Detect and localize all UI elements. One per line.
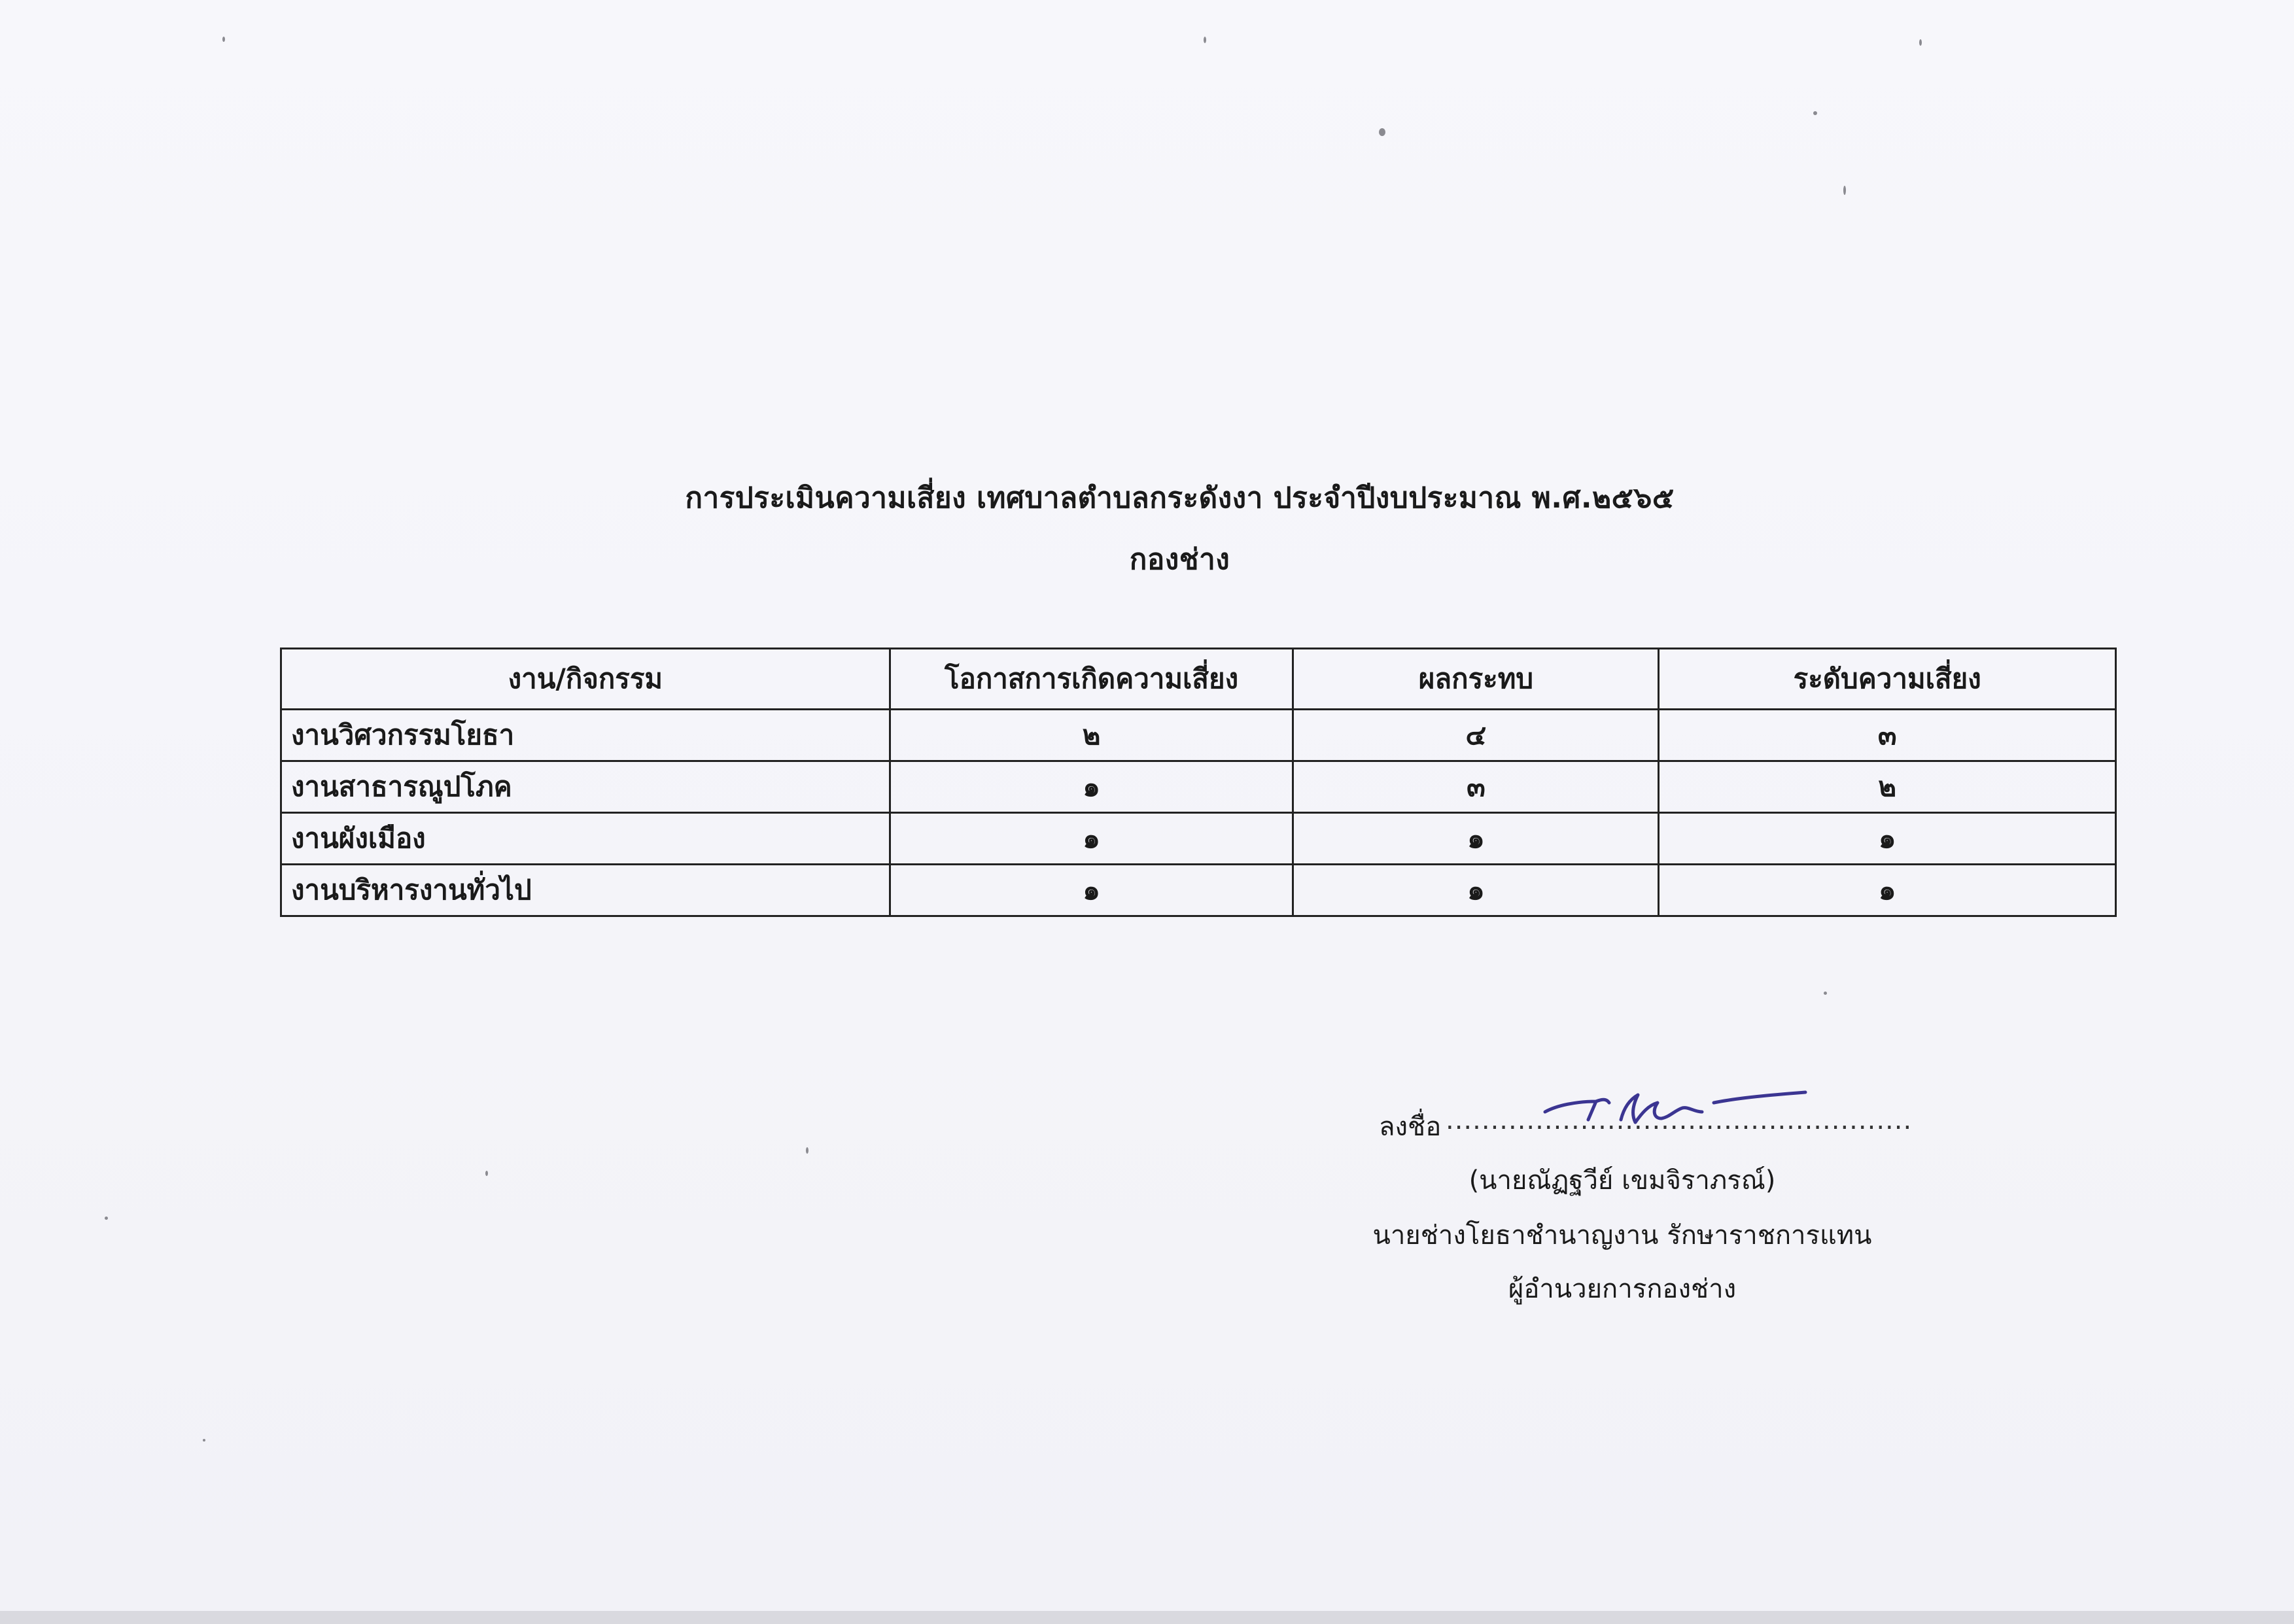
likelihood-cell: ๑ — [890, 761, 1293, 813]
scan-speck — [1813, 111, 1817, 115]
signature-block — [1341, 1099, 1913, 1304]
header-risk-level: ระดับความเสี่ยง — [1659, 649, 2116, 710]
header-activity: งาน/กิจกรรม — [281, 649, 890, 710]
impact-cell: ๑ — [1293, 813, 1659, 865]
signature-stroke — [1621, 1095, 1702, 1122]
table-row — [281, 761, 2116, 813]
scan-speck — [222, 37, 225, 42]
risk-level-cell: ๑ — [1659, 865, 2116, 916]
table-row — [281, 865, 2116, 916]
signature-row — [1341, 1099, 1913, 1145]
signer-role: ผู้อำนวยการกองช่าง — [1508, 1274, 1737, 1304]
table-row — [281, 813, 2116, 865]
likelihood-cell: ๑ — [890, 813, 1293, 865]
header-impact: ผลกระทบ — [1293, 649, 1659, 710]
table-header-row — [281, 649, 2116, 710]
risk-assessment-table — [280, 648, 2117, 917]
scan-bottom-edge — [0, 1611, 2294, 1624]
risk-level-cell: ๓ — [1659, 710, 2116, 761]
signer-name: (นายณัฏฐวีย์ เขมจิราภรณ์) — [1469, 1166, 1776, 1196]
scan-speck — [203, 1439, 205, 1442]
header-likelihood: โอกาสการเกิดความเสี่ยง — [890, 649, 1293, 710]
scan-speck — [806, 1147, 808, 1154]
sign-dotted-line: .................................................... — [1446, 1105, 1913, 1135]
impact-cell: ๓ — [1293, 761, 1659, 813]
scan-speck — [1824, 992, 1827, 995]
scan-speck — [1379, 128, 1385, 136]
table-row — [281, 710, 2116, 761]
scan-speck — [1843, 186, 1846, 195]
impact-cell: ๔ — [1293, 710, 1659, 761]
scan-speck — [1919, 39, 1922, 46]
activity-cell: งานผังเมือง — [281, 813, 890, 865]
signature-stroke — [1545, 1099, 1609, 1120]
signer-position: นายช่างโยธาชำนาญงาน รักษาราชการแทน — [1372, 1220, 1872, 1251]
handwritten-signature — [1498, 1079, 1812, 1132]
scan-speck — [1204, 37, 1206, 43]
activity-cell: งานวิศวกรรมโยธา — [281, 710, 890, 761]
impact-cell: ๑ — [1293, 865, 1659, 916]
division-title: กองช่าง — [1129, 543, 1230, 576]
activity-cell: งานบริหารงานทั่วไป — [281, 865, 890, 916]
risk-level-cell: ๑ — [1659, 813, 2116, 865]
document-title: การประเมินความเสี่ยง เทศบาลตำบลกระดังงา ประจำปีงบประมาณ พ.ศ.๒๕๖๕ — [685, 481, 1675, 515]
likelihood-cell: ๑ — [890, 865, 1293, 916]
scan-speck — [485, 1171, 488, 1176]
risk-level-cell: ๒ — [1659, 761, 2116, 813]
sign-label: ลงชื่อ — [1379, 1112, 1442, 1142]
signature-stroke — [1714, 1092, 1805, 1103]
scan-speck — [105, 1217, 108, 1220]
activity-cell: งานสาธารณูปโภค — [281, 761, 890, 813]
likelihood-cell: ๒ — [890, 710, 1293, 761]
